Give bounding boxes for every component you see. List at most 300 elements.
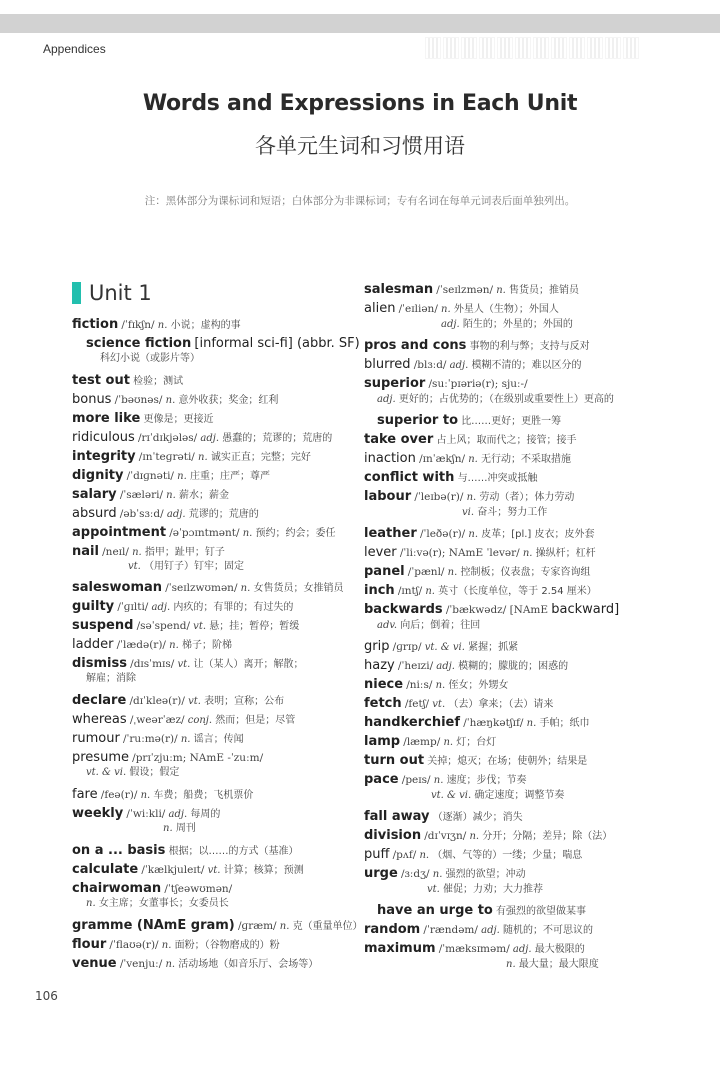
entry-phonetic: /ˈleðə(r)/	[419, 528, 466, 540]
entry-definition: 女主席；女董事长；女委员长	[98, 898, 229, 909]
vocab-entry	[72, 411, 213, 427]
entry-phonetic: /ˈseɪlzmən/	[436, 284, 494, 296]
vocab-entry	[72, 693, 284, 709]
entry-word: random	[364, 922, 421, 937]
vocab-entry	[364, 772, 527, 788]
vocab-entry	[462, 507, 547, 519]
entry-definition: 科幻小说（或影片等）	[100, 353, 200, 364]
entry-word: division	[364, 828, 422, 843]
vocab-entry	[72, 712, 295, 728]
entry-definition: 薪水；薪金	[178, 490, 229, 501]
entry-part-of-speech: adj.	[377, 394, 396, 405]
entry-part-of-speech: n.	[469, 831, 480, 842]
vocab-entry	[72, 430, 332, 446]
entry-phonetic: /ˈbækwədz/ [NAmE	[445, 604, 549, 616]
vocab-entry	[364, 301, 559, 317]
entry-definition: 解雇；消除	[86, 673, 136, 684]
entry-definition: 分开；分隔；差异；除（法）	[482, 831, 613, 842]
section-label: Appendices	[43, 42, 106, 56]
entry-phonetic: /ɪnˈteɡrəti/	[138, 451, 195, 463]
vocab-entry	[364, 866, 526, 882]
vocab-entry	[72, 468, 270, 484]
entry-word: labour	[364, 489, 412, 504]
entry-word: niece	[364, 677, 404, 692]
entry-word: declare	[72, 693, 127, 708]
entry-definition: 向后；倒着；往回	[400, 620, 481, 631]
entry-phonetic: /niːs/	[406, 679, 433, 691]
entry-part-of-speech: n.	[435, 680, 446, 691]
entry-part-of-speech: n.	[419, 850, 430, 861]
vocab-entry	[163, 823, 196, 835]
entry-part-of-speech: n.	[177, 471, 187, 482]
entry-definition: 占上风；取而代之；接管；接手	[436, 435, 577, 446]
vocab-entry	[86, 673, 136, 685]
entry-definition: 梯子；阶梯	[181, 640, 232, 651]
vocab-entry	[72, 544, 225, 560]
entry-definition: 车费；船费；飞机票价	[153, 790, 254, 801]
entry-part-of-speech: vt. & vi.	[431, 790, 472, 801]
entry-definition: 诚实正直；完整；完好	[210, 452, 311, 463]
entry-part-of-speech: conj.	[187, 715, 213, 726]
entry-phonetic: /ˈrændəm/	[423, 924, 478, 936]
vocab-entry	[86, 898, 229, 910]
entry-definition: 模糊不清的；难以区分的	[471, 360, 582, 371]
vocab-entry	[364, 564, 590, 580]
entry-word: puff	[364, 847, 390, 862]
vocab-entry	[377, 413, 561, 429]
vocab-entry	[100, 353, 200, 365]
entry-definition: 强烈的欲望；冲动	[445, 869, 526, 880]
unit-title: Unit 1	[89, 281, 152, 305]
entry-word: guilty	[72, 599, 115, 614]
entry-phonetic: /ˈflaʊə(r)/	[109, 939, 159, 951]
entry-definition: 悬；挂；暂停；暂缓	[209, 621, 300, 632]
entry-word: hazy	[364, 658, 395, 673]
entry-definition: 计算；核算；预测	[223, 865, 304, 876]
entry-part-of-speech: n.	[468, 529, 479, 540]
entry-phonetic: /neɪl/	[102, 546, 129, 558]
entry-phonetic: /ɡræm/	[237, 920, 277, 932]
entry-word: absurd	[72, 506, 117, 521]
entry-definition: 更像是；更接近	[143, 414, 214, 425]
entry-part-of-speech: vt.	[128, 561, 141, 572]
vocab-entry	[364, 357, 582, 373]
entry-definition: 荒谬的；荒唐的	[188, 509, 259, 520]
vocab-entry	[427, 884, 543, 896]
vocab-entry	[72, 637, 232, 653]
entry-definition: 然而；但是；尽管	[215, 715, 296, 726]
entry-phonetic: /dɪsˈmɪs/	[130, 658, 175, 670]
entry-phonetic: /ˈliːvə(r); NAmE ˈlevər/	[399, 547, 520, 559]
entry-word: inch	[364, 583, 395, 598]
entry-part-of-speech: adj.	[512, 944, 532, 955]
vocab-entry	[72, 787, 253, 803]
entry-part-of-speech: vt.	[432, 699, 446, 710]
entry-definition: 事物的利与弊；支持与反对	[469, 341, 590, 352]
entry-word: weekly	[72, 806, 124, 821]
page-note: 注：黑体部分为课标词和短语；白体部分为非课标词；专有名词在每单元词表后面单独列出。	[144, 195, 576, 207]
entry-word: salesman	[364, 282, 434, 297]
entry-definition: 表明；宣称；公布	[204, 696, 285, 707]
entry-phonetic: /ˈmæksɪməm/	[438, 943, 510, 955]
entry-part-of-speech: n.	[526, 718, 537, 729]
entry-part-of-speech: n.	[433, 775, 444, 786]
vocab-entry	[72, 750, 263, 766]
vocab-entry	[377, 903, 586, 919]
entry-definition: 无行动；不采取措施	[481, 454, 571, 465]
entry-definition: 控制板；仪表盘；专家咨询组	[460, 567, 591, 578]
entry-word: inaction	[364, 451, 416, 466]
entry-part-of-speech: n.	[447, 567, 458, 578]
page-number: 106	[35, 989, 58, 1003]
entry-phonetic: /prɪˈzjuːm; NAmE -ˈzuːm/	[132, 752, 264, 764]
entry-definition: 与……冲突或抵触	[457, 473, 538, 484]
vocab-entry	[364, 658, 568, 674]
vocab-entry	[364, 753, 587, 769]
entry-word: grip	[364, 639, 390, 654]
vocab-entry	[364, 809, 523, 825]
entry-definition: 手帕；纸巾	[539, 718, 590, 729]
entry-definition: 活动场地（如音乐厅、会场等）	[178, 959, 319, 970]
vocab-entry	[72, 881, 232, 897]
vocab-entry	[72, 449, 311, 465]
vocab-entry	[364, 583, 597, 599]
entry-part-of-speech: adj.	[168, 809, 188, 820]
vocab-entry	[506, 959, 599, 971]
entry-definition: 面粉；（谷物磨成的）粉	[174, 940, 280, 951]
entry-phonetic: /pʌf/	[392, 849, 417, 861]
entry-part-of-speech: adj.	[441, 319, 460, 330]
entry-part-of-speech: n.	[169, 640, 179, 651]
entry-word: leather	[364, 526, 417, 541]
entry-definition: 劳动（者）；体力劳动	[479, 492, 575, 503]
entry-word: maximum	[364, 941, 436, 956]
entry-definition: 每周的	[190, 809, 221, 820]
vocab-entry	[72, 525, 336, 541]
entry-word: lamp	[364, 734, 401, 749]
entry-word: superior to	[377, 413, 458, 428]
vocab-entry	[72, 731, 244, 747]
entry-phonetic: /ˈbəʊnəs/	[114, 394, 163, 406]
entry-part-of-speech: n.	[132, 547, 142, 558]
entry-phonetic: /ˈɡɪlti/	[117, 601, 149, 613]
entry-part-of-speech: n.	[466, 492, 477, 503]
entry-word: ladder	[72, 637, 114, 652]
vocab-entry	[72, 392, 278, 408]
vocab-entry	[364, 696, 553, 712]
entry-part-of-speech: n.	[240, 583, 251, 594]
vocab-entry	[441, 319, 573, 331]
entry-definition: 周刊	[175, 823, 196, 834]
entry-definition: 更好的；占优势的；（在级别或重要性上）更高的	[398, 394, 614, 405]
entry-word: fetch	[364, 696, 402, 711]
entry-word: take over	[364, 432, 434, 447]
entry-phonetic: /ˈseɪlzwʊmən/	[165, 582, 238, 594]
entry-phonetic: /dɪˈkleə(r)/	[129, 695, 185, 707]
entry-part-of-speech: n.	[496, 285, 506, 296]
entry-part-of-speech: adj.	[166, 509, 186, 520]
entry-definition: 让（某人）离开；解散；	[193, 659, 304, 670]
entry-definition: 谣言；传闻	[193, 734, 244, 745]
entry-definition: 奋斗；努力工作	[477, 507, 548, 518]
entry-word: bonus	[72, 392, 112, 407]
entry-part-of-speech: n.	[166, 490, 176, 501]
entry-phonetic: /peɪs/	[401, 774, 431, 786]
entry-definition: 皮革；[pl.] 皮衣；皮外套	[481, 529, 595, 540]
entry-word: ridiculous	[72, 430, 135, 445]
entry-word: dignity	[72, 468, 124, 483]
entry-phonetic: /ɜːdʒ/	[400, 868, 430, 880]
entry-word: more like	[72, 411, 141, 426]
entry-definition: 比……更好；更胜一筹	[461, 416, 562, 427]
vocab-entry	[364, 941, 585, 957]
entry-word: rumour	[72, 731, 120, 746]
vocab-entry	[431, 790, 564, 802]
page-subtitle: 各单元生词和习惯用语	[255, 134, 465, 158]
vocab-entry	[364, 602, 619, 618]
entry-phonetic: /fetʃ/	[404, 698, 430, 710]
entry-phonetic: /ˈwiːkli/	[126, 808, 166, 820]
vocab-entry	[72, 506, 259, 522]
entry-word: salary	[72, 487, 117, 502]
entry-phonetic: /ˈpænl/	[407, 566, 445, 578]
entry-phonetic: /feə(r)/	[100, 789, 138, 801]
entry-part-of-speech: vt.	[188, 696, 201, 707]
entry-definition: 内疚的；有罪的；有过失的	[173, 602, 294, 613]
entry-word: integrity	[72, 449, 136, 464]
entry-phonetic: /ɡrɪp/	[392, 641, 422, 653]
entry-word: dismiss	[72, 656, 127, 671]
entry-word: fall away	[364, 809, 430, 824]
entry-part-of-speech: adj.	[481, 925, 500, 936]
entry-definition: 陌生的；外星的；外国的	[462, 319, 573, 330]
vocab-entry	[364, 828, 612, 844]
entry-definition: 关掉；熄灭；在场；使朝外；结果是	[427, 756, 588, 767]
entry-definition: 侄女；外甥女	[448, 680, 509, 691]
entry-definition: [informal sci-fi] (abbr. SF)	[194, 336, 360, 351]
vocab-entry	[72, 618, 299, 634]
entry-word: on a ... basis	[72, 843, 166, 858]
entry-word: backwards	[364, 602, 443, 617]
entry-part-of-speech: n.	[468, 454, 478, 465]
entry-part-of-speech: n.	[163, 823, 173, 834]
entry-definition: 根据；以……的方式（基准）	[168, 846, 299, 857]
entry-word: calculate	[72, 862, 139, 877]
vocab-entry	[72, 487, 229, 503]
vocab-entry	[364, 282, 579, 298]
entry-phonetic: /ˈleɪbə(r)/	[414, 491, 464, 503]
entry-word: lever	[364, 545, 397, 560]
entry-word: fare	[72, 787, 98, 802]
entry-definition: 英寸（长度单位，等于 2.54 厘米）	[438, 586, 597, 597]
entry-part-of-speech: adj.	[449, 360, 469, 371]
entry-part-of-speech: n.	[441, 304, 451, 315]
entry-phonetic: /əˈpɔɪntmənt/	[169, 527, 240, 539]
entry-word: turn out	[364, 753, 425, 768]
entry-part-of-speech: n.	[165, 395, 176, 406]
entry-definition: （去）拿来；（去）请来	[448, 699, 554, 710]
vocab-entry	[364, 847, 582, 863]
entry-word: handkerchief	[364, 715, 461, 730]
vocab-entry	[72, 843, 299, 859]
entry-part-of-speech: n.	[506, 959, 516, 970]
entry-phonetic: /ˈtʃeəwʊmən/	[164, 883, 233, 895]
entry-phonetic: /ɪnˈækʃn/	[419, 453, 465, 465]
entry-word: presume	[72, 750, 129, 765]
entry-definition: 假设；假定	[129, 767, 180, 778]
vocab-entry	[364, 432, 576, 448]
entry-definition: 女售货员；女推销员	[253, 583, 344, 594]
entry-part-of-speech: vt.	[193, 621, 207, 632]
entry-word: urge	[364, 866, 398, 881]
entry-word: flour	[72, 937, 107, 952]
entry-part-of-speech: n.	[242, 528, 253, 539]
entry-part-of-speech: n.	[161, 940, 172, 951]
entry-phonetic: /ˈeɪliən/	[398, 303, 438, 315]
vocab-entry	[72, 956, 318, 972]
entry-part-of-speech: n.	[140, 790, 151, 801]
entry-definition: 灯；台灯	[456, 737, 497, 748]
entry-word: gramme (NAmE gram)	[72, 918, 235, 933]
vocab-entry	[72, 937, 280, 953]
entry-part-of-speech: n.	[432, 869, 443, 880]
entry-definition: 紧握；抓紧	[468, 642, 519, 653]
vocab-entry	[364, 338, 590, 354]
entry-word: suspend	[72, 618, 134, 633]
vocab-entry	[72, 373, 183, 389]
entry-definition: 有强烈的欲望做某事	[496, 906, 587, 917]
entry-phonetic: /ˈkælkjuleɪt/	[141, 864, 205, 876]
entry-phonetic: /səˈspend/	[136, 620, 190, 632]
entry-part-of-speech: n.	[198, 452, 208, 463]
entry-word: fiction	[72, 317, 119, 332]
vocab-entry	[364, 734, 496, 750]
entry-definition: 最大极限的	[534, 944, 585, 955]
entry-definition: 检验；测试	[133, 376, 184, 387]
entry-part-of-speech: vt.	[207, 865, 221, 876]
vocab-entry	[72, 599, 293, 615]
entry-definition: （烟、气等的）一缕；少量；喘息	[432, 850, 583, 861]
vocab-entry	[364, 715, 589, 731]
entry-part-of-speech: adj.	[151, 602, 171, 613]
vocab-entry	[86, 767, 179, 779]
entry-part-of-speech: adj.	[200, 433, 220, 444]
entry-definition: （逐渐）减少；消失	[432, 812, 523, 823]
page-title: Words and Expressions in Each Unit	[142, 91, 578, 116]
entry-part-of-speech: n.	[180, 734, 191, 745]
entry-word: chairwoman	[72, 881, 162, 896]
entry-word: venue	[72, 956, 117, 971]
vocab-entry	[72, 862, 304, 878]
entry-word: pros and cons	[364, 338, 467, 353]
vocab-entry	[72, 918, 363, 934]
entry-definition: 庄重；庄严；尊严	[189, 471, 270, 482]
entry-phonetic: /ˈheɪzi/	[397, 660, 434, 672]
entry-part-of-speech: n.	[157, 320, 168, 331]
entry-phonetic: /ˈlædə(r)/	[116, 639, 166, 651]
entry-part-of-speech: n.	[279, 921, 290, 932]
entry-phonetic: /blɜːd/	[413, 359, 447, 371]
entry-part-of-speech: adj.	[436, 661, 455, 672]
entry-word: alien	[364, 301, 396, 316]
unit-marker-bar	[72, 282, 81, 304]
unit-heading	[72, 281, 152, 305]
entry-phonetic: /əbˈsɜːd/	[119, 508, 164, 520]
vocab-entry	[364, 451, 571, 467]
entry-part-of-speech: n.	[86, 898, 96, 909]
entry-word: have an urge to	[377, 903, 493, 918]
entry-part-of-speech: n.	[443, 737, 454, 748]
entry-phonetic: /ˌweərˈæz/	[129, 714, 185, 726]
entry-word: pace	[364, 772, 399, 787]
entry-part-of-speech: vt.	[177, 659, 191, 670]
entry-definition: 意外收获；奖金；红利	[178, 395, 279, 406]
vocab-entry	[364, 470, 538, 486]
entry-word: saleswoman	[72, 580, 163, 595]
entry-phonetic: /ˈsæləri/	[119, 489, 163, 501]
entry-definition: 指甲；趾甲；钉子	[144, 547, 225, 558]
vocab-entry	[72, 806, 220, 822]
entry-word: science fiction	[86, 336, 192, 351]
entry-definition: 售货员；推销员	[509, 285, 580, 296]
vocab-entry	[364, 639, 518, 655]
vocab-entry	[364, 545, 596, 561]
vocab-entry	[364, 489, 574, 505]
entry-part-of-speech: n.	[165, 959, 176, 970]
vocab-entry	[364, 922, 593, 938]
vocab-entry	[364, 376, 528, 392]
entry-word: blurred	[364, 357, 411, 372]
entry-phonetic: /dɪˈvɪʒn/	[424, 830, 467, 842]
entry-definition: （用钉子）钉牢；固定	[144, 561, 245, 572]
entry-definition: 确定速度；调整节奏	[474, 790, 565, 801]
entry-phonetic: /rɪˈdɪkjələs/	[137, 432, 198, 444]
vocab-entry	[72, 317, 241, 333]
entry-definition: 速度；步伐；节奏	[446, 775, 527, 786]
entry-definition: 克（重量单位）	[292, 921, 363, 932]
entry-definition: 催促；力劝；大力推荐	[443, 884, 544, 895]
vocab-entry	[364, 526, 595, 542]
entry-part-of-speech: n.	[425, 586, 435, 597]
entry-part-of-speech: vt. & vi.	[424, 642, 465, 653]
entry-part-of-speech: vt. & vi.	[86, 767, 127, 778]
entry-definition: backward]	[551, 602, 620, 617]
entry-phonetic: /læmp/	[403, 736, 441, 748]
vocab-entry	[128, 561, 244, 573]
entry-phonetic: /ˈvenjuː/	[119, 958, 163, 970]
vocab-entry	[72, 580, 343, 596]
vocab-entry	[72, 656, 304, 672]
vocab-entry	[377, 620, 480, 632]
entry-definition: 愚蠢的；荒谬的；荒唐的	[222, 433, 333, 444]
entry-word: nail	[72, 544, 99, 559]
entry-definition: 最大量；最大限度	[518, 959, 599, 970]
entry-word: conflict with	[364, 470, 455, 485]
entry-definition: 随机的；不可思议的	[502, 925, 593, 936]
vocab-entry	[86, 336, 360, 352]
entry-part-of-speech: adv.	[377, 620, 398, 631]
entry-definition: 预约；约会；委任	[255, 528, 336, 539]
entry-phonetic: /ˈhæŋkətʃɪf/	[463, 717, 524, 729]
entry-phonetic: /suːˈpɪəriə(r); sjuː-/	[428, 378, 528, 390]
entry-phonetic: /ˈfɪkʃn/	[121, 319, 155, 331]
watermark	[425, 30, 695, 66]
entry-definition: 外星人（生物）；外国人	[453, 304, 559, 315]
entry-word: test out	[72, 373, 130, 388]
entry-definition: 模糊的；朦胧的；困惑的	[458, 661, 569, 672]
entry-part-of-speech: vt.	[427, 884, 440, 895]
entry-part-of-speech: n.	[522, 548, 533, 559]
